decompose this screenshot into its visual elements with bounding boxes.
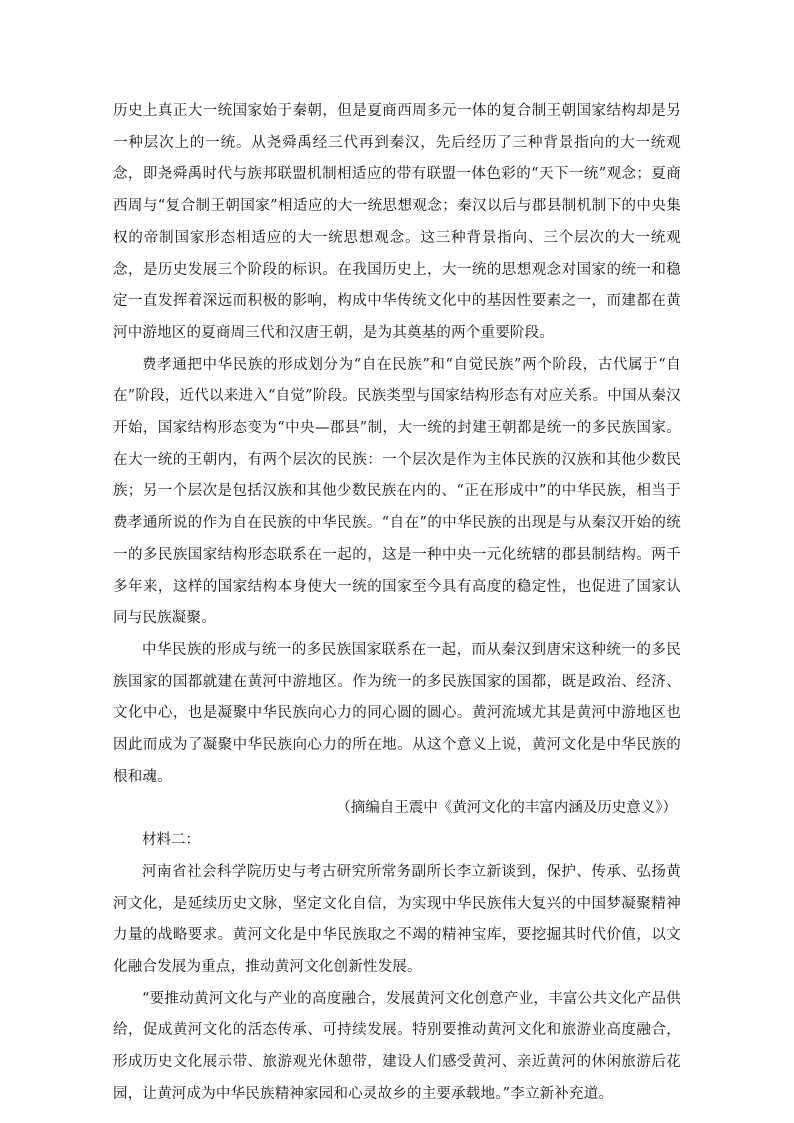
material-label: 材料二： — [142, 832, 200, 849]
document-body — [113, 96, 681, 1111]
paragraph-2: 费孝通把中华民族的形成划分为“自在民族”和“自觉民族”两个阶段，古代属于“自在”阶段，近代以来进入“自觉”阶段。民族类型与国家结构形态有对应关系。中国从秦汉开始，国家结构形态变为“中央—郡县”制，大一统的封建王朝都是统一的多民族国家。在大一统的王朝内，有两个层次的民族：一个层次是作为主体民族的汉族和其他少数民族；另一个层次是包括汉族和其他少数民族在内的、“正在形成中”的中华民族，相当于费孝通所说的作为自在民族的中华民族。“自在”的中华民族的出现是与从秦汉开始的统一的多民族国家结构形态联系在一起的，这是一种中央一元化统辖的郡县制结构。两千多年来，这样的国家结构本身使大一统的国家至今具有高度的稳定性，也促进了国家认同与民族凝聚。 — [113, 356, 681, 627]
paragraph-4: 河南省社会科学院历史与考古研究所常务副所长李立新谈到，保护、传承、弘扬黄河文化，是延续历史文脉，坚定文化自信，为实现中华民族伟大复兴的中国梦凝聚精神力量的战略要求。黄河文化是中华民族取之不竭的精神宝库，要挖掘其时代价值，以文化融合发展为重点，推动黄河文化创新性发展。 — [113, 863, 681, 975]
paragraph-3: 中华民族的形成与统一的多民族国家联系在一起，而从秦汉到唐宋这种统一的多民族国家的国都就建在黄河中游地区。作为统一的多民族国家的国都，既是政治、经济、文化中心，也是凝聚中华民族向心力的同心圆的圆心。黄河流域尤其是黄河中游地区也因此而成为了凝聚中华民族向心力的所在地。从这个意义上说，黄河文化是中华民族的根和魂。 — [113, 641, 681, 785]
paragraph-5: “要推动黄河文化与产业的高度融合，发展黄河文化创意产业，丰富公共文化产品供给，促成黄河文化的活态传承、可持续发展。特别要推动黄河文化和旅游业高度融合，形成历史文化展示带、旅游观光休憩带，建设人们感受黄河、亲近黄河的休闲旅游后花园，让黄河成为中华民族精神家园和心灵故乡的主要承载地。”李立新补充道。 — [113, 990, 681, 1102]
paragraph-1: 历史上真正大一统国家始于秦朝，但是夏商西周多元一体的复合制王朝国家结构却是另一种层次上的一统。从尧舜禹经三代再到秦汉，先后经历了三种背景指向的大一统观念，即尧舜禹时代与族邦联盟机制相适应的带有联盟一体色彩的“天下一统”观念；夏商西周与“复合制王朝国家”相适应的大一统思想观念；秦汉以后与郡县制机制下的中央集权的帝制国家形态相适应的大一统思想观念。这三种背景指向、三个层次的大一统观念，是历史发展三个阶段的标识。在我国历史上，大一统的思想观念对国家的统一和稳定一直发挥着深远而积极的影响，构成中华传统文化中的基因性要素之一，而建都在黄河中游地区的夏商周三代和汉唐王朝，是为其奠基的两个重要阶段。 — [113, 103, 681, 341]
source-citation: （摘编自王震中《黄河文化的丰富内涵及历史意义》） — [336, 800, 677, 817]
